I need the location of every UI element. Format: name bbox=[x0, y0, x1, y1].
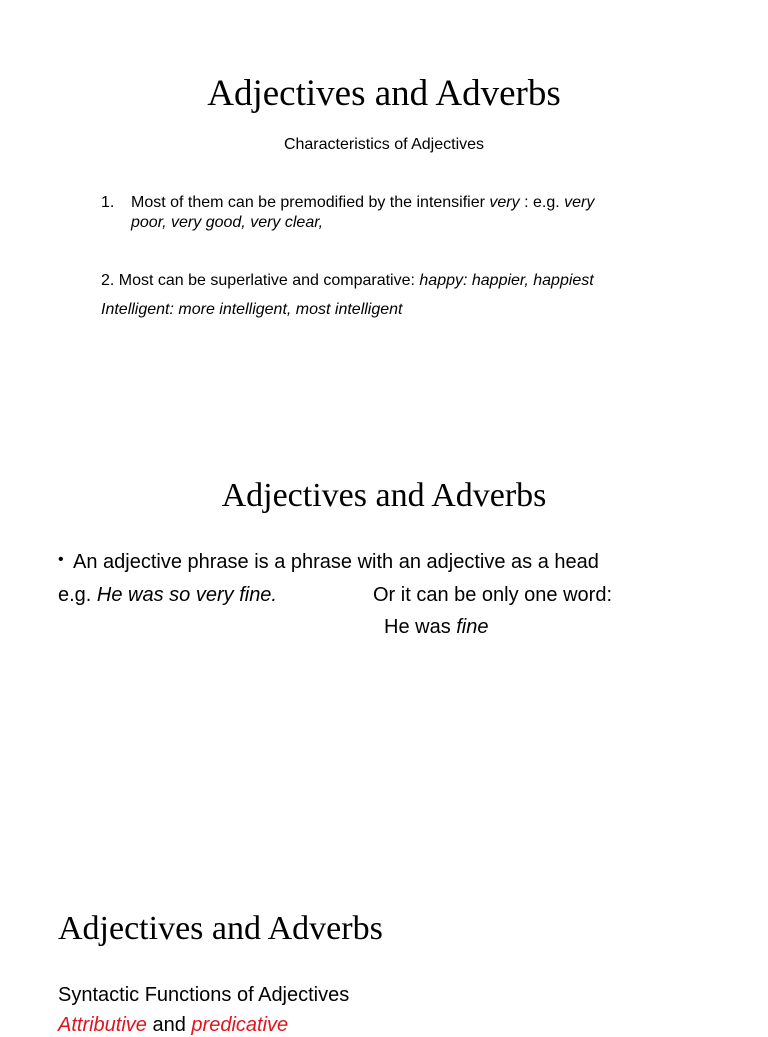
list-item-number: 1. bbox=[101, 194, 115, 211]
example-line bbox=[58, 584, 277, 607]
list-item-2-text: 2. Most can be superlative and comparative: bbox=[101, 272, 420, 289]
list-item-1-eg: : e.g. bbox=[519, 194, 565, 211]
list-item-1-line-2: poor, very good, very clear, bbox=[131, 214, 324, 231]
example-prefix: e.g. bbox=[58, 584, 97, 606]
list-item-1-line-1 bbox=[131, 194, 594, 212]
slide-1-title: Adjectives and Adverbs bbox=[207, 73, 561, 114]
list-item-1-text: Most of them can be premodified by the intensifier bbox=[131, 194, 490, 211]
slide-3-title: Adjectives and Adverbs bbox=[58, 910, 383, 947]
conjunction: and bbox=[146, 1014, 192, 1036]
example-sentence: He was so very fine. bbox=[96, 584, 277, 606]
predicative-term: predicative bbox=[191, 1014, 289, 1036]
alternative-text: Or it can be only one word: bbox=[373, 584, 613, 606]
list-item-2-example: happy: happier, happiest bbox=[419, 272, 594, 289]
slide-2-title: Adjectives and Adverbs bbox=[221, 477, 547, 514]
slide-3-partial-line bbox=[58, 1014, 288, 1037]
list-item-1-term: very bbox=[489, 194, 520, 211]
alternative-example-word: fine bbox=[456, 616, 489, 638]
bullet-text: An adjective phrase is a phrase with an adjective as a head bbox=[73, 551, 599, 573]
attributive-term: Attributive bbox=[58, 1014, 147, 1036]
list-item-2-line-2: Intelligent: more intelligent, most intelligent bbox=[101, 301, 403, 318]
slide-3-subtitle: Syntactic Functions of Adjectives bbox=[58, 984, 350, 1006]
alternative-example bbox=[384, 616, 489, 639]
slide-1-subtitle: Characteristics of Adjectives bbox=[283, 136, 485, 153]
list-item-2-line-1 bbox=[101, 272, 594, 290]
bullet-glyph: • bbox=[58, 551, 64, 568]
alternative-example-text: He was bbox=[384, 616, 457, 638]
list-item-1-example: very bbox=[564, 194, 595, 211]
